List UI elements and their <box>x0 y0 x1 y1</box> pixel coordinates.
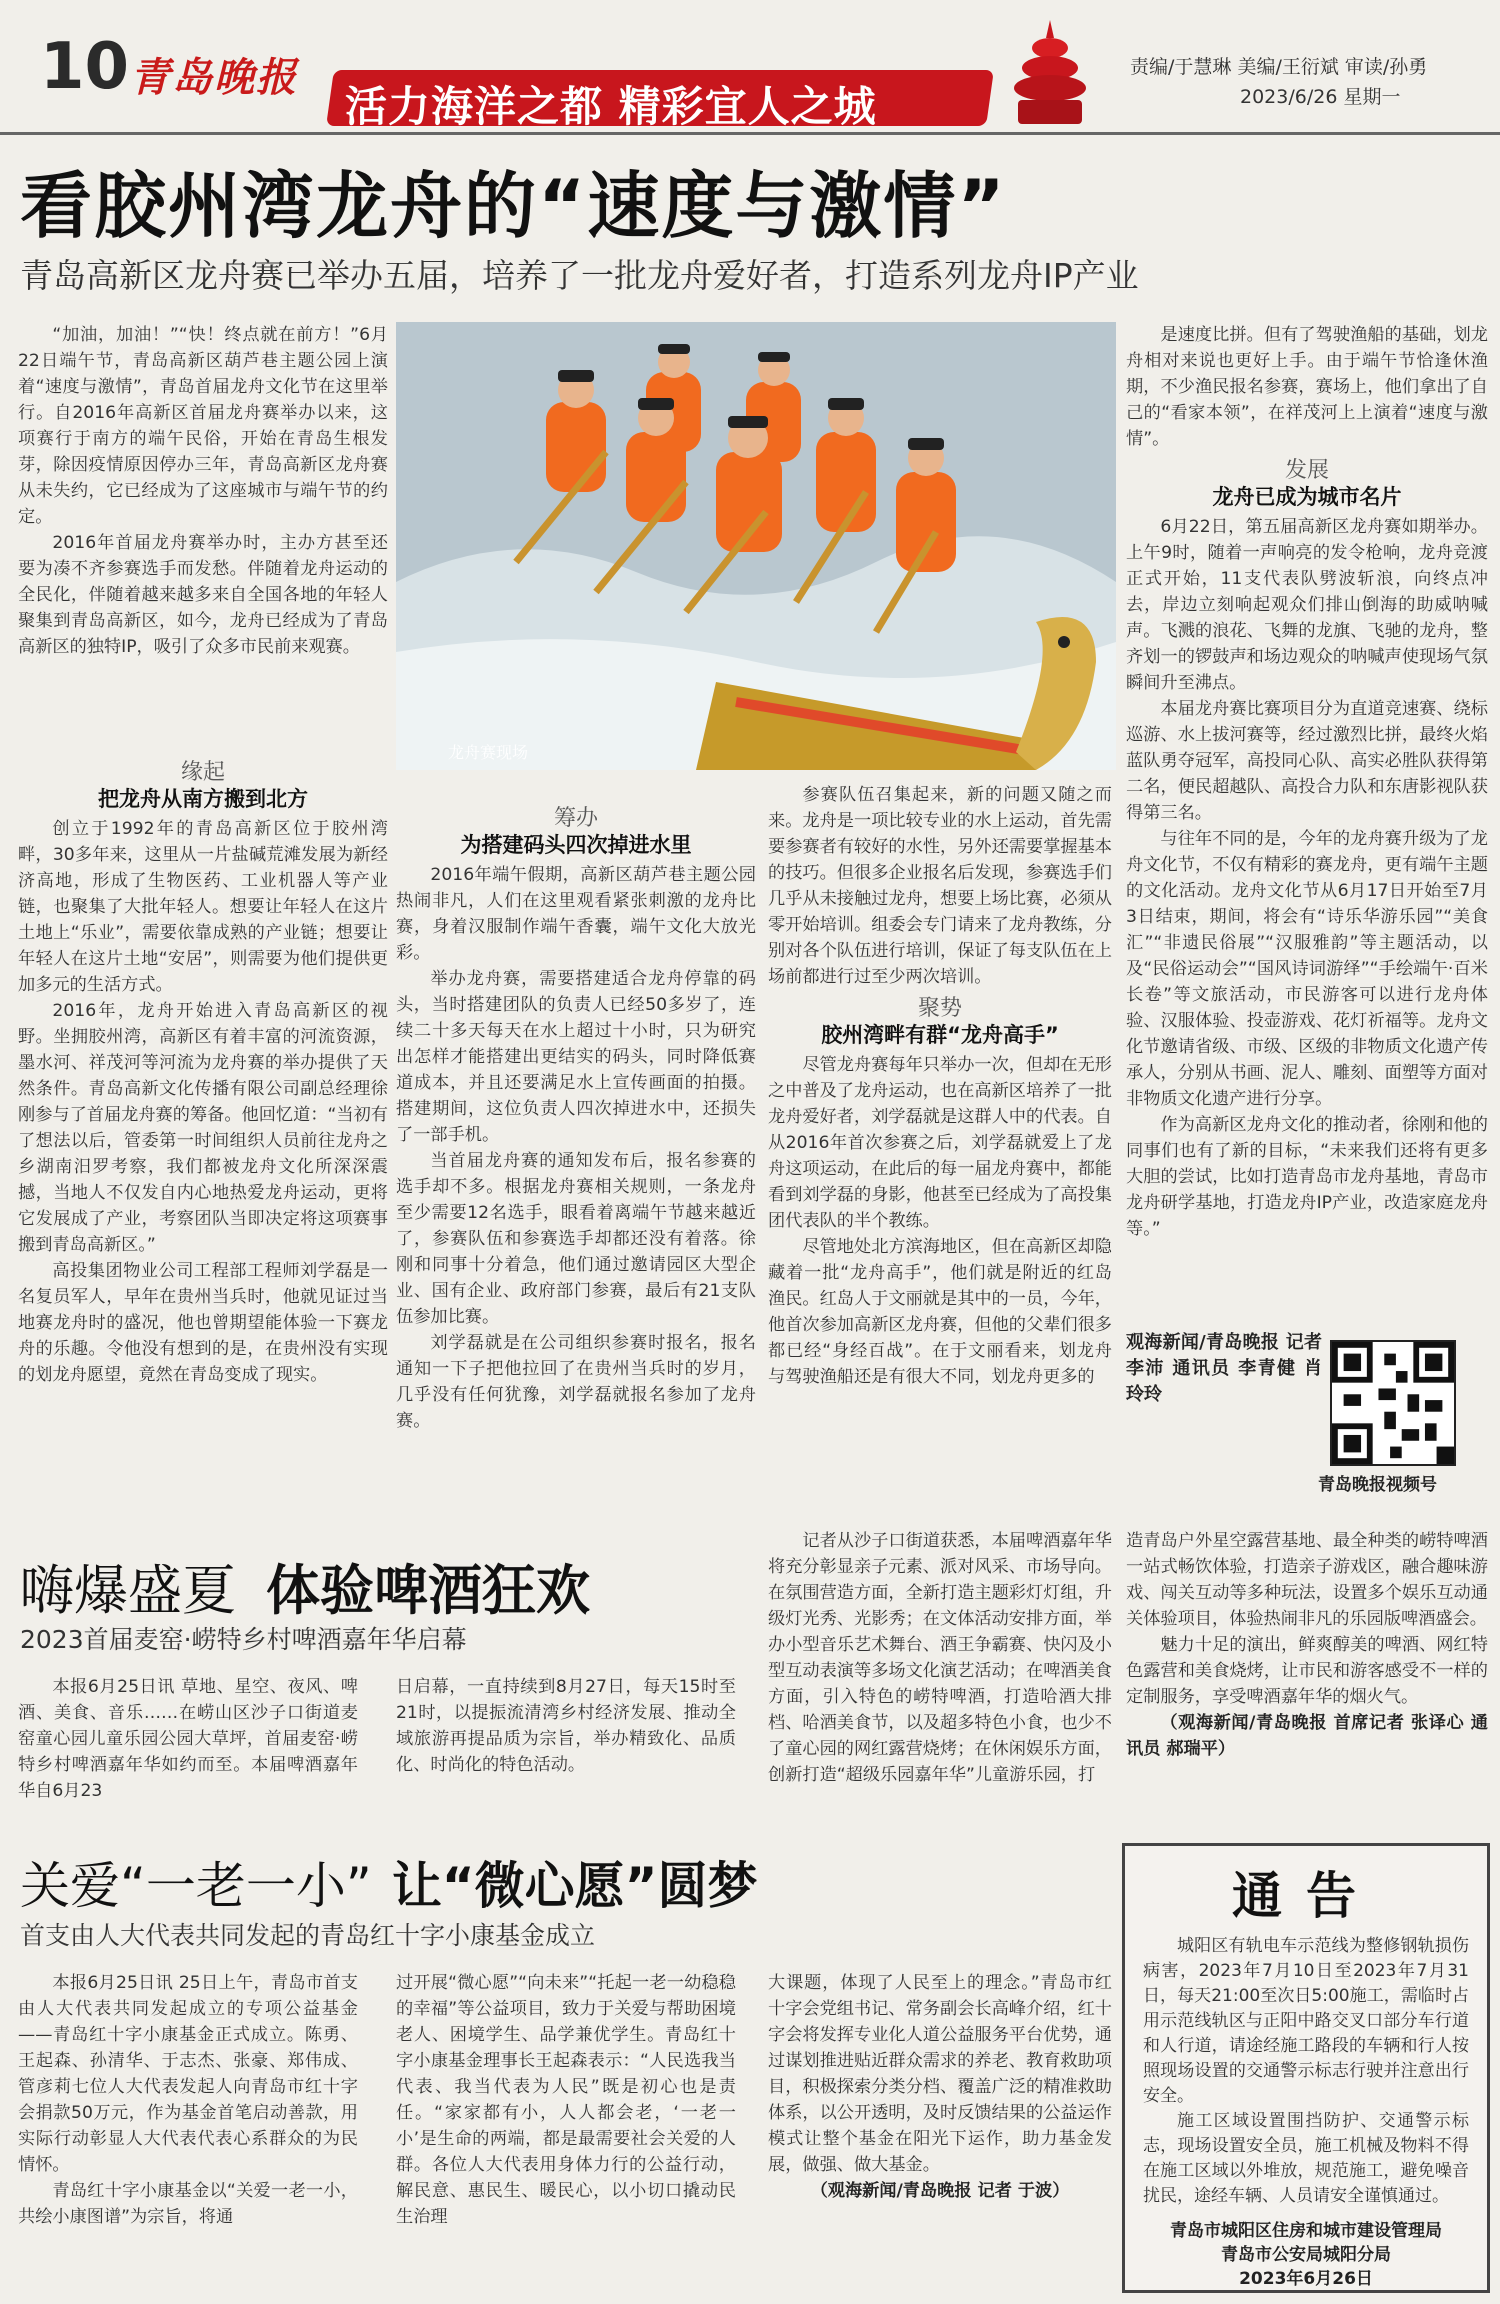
intro-paragraph: 2016年首届龙舟赛举办时，主办方甚至还要为凑不齐参赛选手而发愁。伴随着龙舟运动的全民化，伴随着越来越多来自全国各地的年轻人聚集到青岛高新区，如今，龙舟已经成为了青岛高新区的独特IP，吸引了众多市民前来观赛。 <box>18 533 388 657</box>
notice-date: 2023年6月26日 <box>1239 2269 1373 2289</box>
article2-headline <box>20 1548 590 1625</box>
paragraph: 创立于1992年的青岛高新区位于胶州湾畔，30多年来，这里从一片盐碱荒滩发展为新经济高地，形成了生物医药、工业机器人等产业链，也聚集了大批年轻人。想要让年轻人在这片土地上“乐业”，需要依靠成熟的产业链；想要让年轻人在这片土地“安居”，则需要为他们提供更加多元的生活方式。 <box>18 819 388 995</box>
newspaper-logo: 青岛晚报 <box>130 54 298 101</box>
paragraph: 青岛红十字小康基金以“关爱一老一小，共绘小康图谱”为宗旨，将通 <box>18 2181 358 2227</box>
section-kicker: 发展 <box>1284 458 1329 483</box>
article3-subheadline: 首支由人大代表共同发起的青岛红十字小康基金成立 <box>20 1921 596 1950</box>
article3-col2 <box>396 1970 736 2296</box>
section-title: 为搭建码头四次掉进水里 <box>460 833 692 857</box>
paragraph: 参赛队伍召集起来，新的问题又随之而来。龙舟是一项比较专业的水上运动，首先需要参赛者有较好的水性，另外还需要掌握基本的技巧。但很多企业报名后发现，参赛选手们几乎从未接触过龙舟，想要上场比赛，必须从零开始培训。组委会专门请来了龙舟教练，分别对各个队伍进行培训，保证了每支队伍在上场前都进行过至少两次培训。 <box>768 785 1112 987</box>
section-kicker: 聚势 <box>917 996 962 1021</box>
paragraph: 本报6月25日讯 草地、星空、夜风、啤酒、美食、音乐……在崂山区沙子口街道麦窑童心园儿童乐园公园大草坪，首届麦窑·崂特乡村啤酒嘉年华如约而至。本届啤酒嘉年华自6月23 <box>18 1677 358 1801</box>
paragraph: 造青岛户外星空露营基地、最全种类的崂特啤酒一站式畅饮体验，打造亲子游戏区，融合趣味游戏、闯关互动等多种玩法，设置多个娱乐互动通关体验项目，体验热闹非凡的乐园版啤酒盛会。 <box>1126 1531 1488 1629</box>
page-number: 10 <box>40 30 130 104</box>
article3-byline: （观海新闻/青岛晚报 记者 于波） <box>810 2181 1070 2201</box>
paragraph: 作为高新区龙舟文化的推动者，徐刚和他的同事们也有了新的目标，“未来我们还将有更多大胆的尝试，比如打造青岛市龙舟基地，青岛市龙舟研学基地，打造龙舟IP产业，改造家庭龙舟等。” <box>1126 1115 1488 1239</box>
paragraph: 举办龙舟赛，需要搭建适合龙舟停靠的码头，当时搭建团队的负责人已经50多岁了，连续二十多天每天在水上超过十小时，只为研究出怎样才能搭建出更结实的码头，同时降低赛道成本，并且还要满足水上宣传画面的拍摄。搭建期间，这位负责人四次掉进水中，还损失了一部手机。 <box>396 969 756 1145</box>
section-kicker: 缘起 <box>180 760 225 785</box>
section-title: 胶州湾畔有群“龙舟高手” <box>821 1023 1059 1047</box>
article1-section-origin <box>18 754 388 1534</box>
article1-subheadline: 青岛高新区龙舟赛已举办五届，培养了一批龙舟爱好者，打造系列龙舟IP产业 <box>20 256 1139 295</box>
article1-section-gather <box>768 782 1112 1534</box>
headline-bold: 让“微心愿”圆梦 <box>391 1857 758 1915</box>
headline-light: 关爱“一老一小” <box>20 1857 372 1915</box>
notice-paragraph: 施工区域设置围挡防护、交通警示标志，现场设置安全员，施工机械及物料不得在施工区域以外堆放，规范施工，避免噪音扰民，途经车辆、人员请安全谨慎通过。 <box>1143 2111 1469 2206</box>
paragraph: 2016年，龙舟开始进入青岛高新区的视野。坐拥胶州湾，高新区有着丰富的河流资源，墨水河、祥茂河等河流为龙舟赛的举办提供了天然条件。青岛高新文化传播有限公司副总经理徐刚参与了首届龙舟赛的筹备。他回忆道：“当初有了想法以后，管委第一时间组织人员前往龙舟之乡湖南汨罗考察，我们都被龙舟文化所深深震撼，当地人不仅发自内心地热爱龙舟运动，更将它发展成了产业，考察团队当即决定将这项赛事搬到青岛高新区。” <box>18 1001 388 1255</box>
article2-byline: （观海新闻/青岛晚报 首席记者 张译心 通讯员 郝瑞平） <box>1126 1713 1488 1759</box>
paragraph: 当首届龙舟赛的通知发布后，报名参赛的选手却不多。根据龙舟赛相关规则，一条龙舟至少需要12名选手，眼看着离端午节越来越近了，参赛队伍和参赛选手却都还没有着落。徐刚和同事十分着急，他们通过邀请园区大型企业、国有企业、政府部门参赛，最后有21支队伍参加比赛。 <box>396 1151 756 1327</box>
editor-credits: 责编/于慧琳 美编/王衍斌 审读/孙勇 <box>1130 56 1428 78</box>
notice-paragraph: 城阳区有轨电车示范线为整修钢轨损伤病害，2023年7月10日至2023年7月31日，每天21:00至次日5:00施工，需临时占用示范线轨区与正阳中路交叉口部分车行道和人行道，请途经施工路段的车辆和行人按照现场设置的交通警示标志行驶并注意出行安全。 <box>1143 1936 1469 2106</box>
article2-col3 <box>768 1528 1112 1824</box>
paragraph: 刘学磊就是在公司组织参赛时报名，报名通知一下子把他拉回了在贵州当兵时的岁月，几乎没有任何犹豫，刘学磊就报名参加了龙舟赛。 <box>396 1333 756 1431</box>
article1-byline: 观海新闻/青岛晚报 记者 李沛 通讯员 李青健 肖玲玲 <box>1126 1332 1322 1405</box>
article2-col1 <box>18 1674 358 1824</box>
paragraph: 6月22日，第五届高新区龙舟赛如期举办。上午9时，随着一声响亮的发令枪响，龙舟竞渡正式开始，11支代表队劈波斩浪，向终点冲去，岸边立刻响起观众们排山倒海的助威呐喊声。飞溅的浪花、飞舞的龙旗、飞驰的龙舟，整齐划一的锣鼓声和场边观众的呐喊声使现场气氛瞬间升至沸点。 <box>1126 517 1488 693</box>
header-rule <box>0 132 1500 135</box>
section-title: 把龙舟从南方搬到北方 <box>98 787 308 811</box>
paragraph: 过开展“微心愿”“向未来”“托起一老一幼稳稳的幸福”等公益项目，致力于关爱与帮助困境老人、困境学生、品学兼优学生。青岛红十字小康基金理事长王起森表示：“人民选我当代表、我当代表为人民”既是初心也是责任。“家家都有小，人人都会老，‘一老一小’是生命的两端，都是最需要社会关爱的人群。各位人大代表用身体力行的公益行动，解民意、惠民生、暖民心，以小切口撬动民生治理 <box>396 1973 736 2227</box>
article2-col2 <box>396 1674 736 1824</box>
paragraph: 2016年端午假期，高新区葫芦巷主题公园热闹非凡，人们在这里观看紧张刺激的龙舟比赛，身着汉服制作端午香囊，端午文化大放光彩。 <box>396 865 756 963</box>
public-notice-box <box>1122 1843 1490 2293</box>
article1-intro <box>18 322 388 752</box>
dragon-boat-photo <box>396 322 1116 770</box>
issue-date: 2023/6/26 星期一 <box>1240 86 1401 108</box>
intro-paragraph: “加油，加油！”“快！终点就在前方！”6月22日端午节，青岛高新区葫芦巷主题公园上演着“速度与激情”，青岛首届龙舟文化节在这里举行。自2016年高新区首届龙舟赛举办以来，这项赛行于南方的端午民俗，开始在青岛生根发芽，除因疫情原因停办三年，青岛高新区龙舟赛从未失约，它已经成为了这座城市与端午节的约定。 <box>18 325 388 527</box>
paragraph: 高投集团物业公司工程部工程师刘学磊是一名复员军人，早年在贵州当兵时，他就见证过当地赛龙舟时的盛况，他也曾期望能体验一下赛龙舟的乐趣。令他没有想到的是，在贵州没有实现的划龙舟愿望，竟然在青岛变成了现实。 <box>18 1261 388 1385</box>
notice-title: 通告 <box>1232 1867 1380 1925</box>
headline-bold: 体验啤酒狂欢 <box>266 1559 590 1622</box>
article1-section-develop <box>1126 322 1488 1322</box>
notice-signer: 青岛市城阳区住房和城市建设管理局 <box>1170 2221 1442 2241</box>
paragraph: 魅力十足的演出，鲜爽醇美的啤酒、网红特色露营和美食烧烤，让市民和游客感受不一样的定制服务，享受啤酒嘉年华的烟火气。 <box>1126 1635 1488 1707</box>
section-title: 龙舟已成为城市名片 <box>1212 485 1402 509</box>
article3-col3 <box>768 1970 1112 2296</box>
qr-code-icon <box>1330 1340 1456 1466</box>
photo-caption: 龙舟赛现场 <box>448 743 529 762</box>
article3-col1 <box>18 1970 358 2296</box>
paragraph: 日启幕，一直持续到8月27日，每天15时至21时，以提振流清湾乡村经济发展、推动全域旅游再提品质为宗旨，举办精致化、品质化、时尚化的特色活动。 <box>396 1677 736 1775</box>
notice-signer: 青岛市公安局城阳分局 <box>1221 2245 1391 2265</box>
paragraph: 大课题，体现了人民至上的理念。”青岛市红十字会党组书记、常务副会长高峰介绍，红十字会将发挥专业化人道公益服务平台优势，通过谋划推进贴近群众需求的养老、教育救助项目，积极探索分类分档、覆盖广泛的精准救助体系，以公开透明，及时反馈结果的公益运作模式让整个基金在阳光下运作，助力基金发展，做强、做大基金。 <box>768 1973 1112 2175</box>
article2-subheadline: 2023首届麦窑·崂特乡村啤酒嘉年华启幕 <box>20 1625 467 1654</box>
paragraph: 尽管地处北方滨海地区，但在高新区却隐藏着一批“龙舟高手”，他们就是附近的红岛渔民。红岛人于文丽就是其中的一员，今年，他首次参加高新区龙舟赛，但他的父辈们很多都已经“身经百战”。在于文丽看来，划龙舟与驾驶渔船还是有很大不同，划龙舟更多的 <box>768 1237 1112 1387</box>
article2-col4 <box>1126 1528 1488 1828</box>
paragraph: 与往年不同的是，今年的龙舟赛升级为了龙舟文化节，不仅有精彩的赛龙舟，更有端午主题的文化活动。龙舟文化节从6月17日开始至7月3日结束，期间，将会有“诗乐华游乐园”“美食汇”“非遗民俗展”“汉服雅韵”等主题活动，以及“民俗运动会”“国风诗词游绎”“手绘端午·百米长卷”等文旅活动，市民游客可以进行龙舟体验、汉服体验、投壶游戏、花灯祈福等。龙舟文化节邀请省级、市级、区级的非物质文化遗产传承人，分别从书画、泥人、雕刻、面塑等方面对非物质文化遗产进行分享。 <box>1126 829 1488 1109</box>
article1-headline: 看胶州湾龙舟的“速度与激情” <box>20 164 1007 248</box>
notice-body <box>1125 1928 1487 2215</box>
slogan-banner: 活力海洋之都 精彩宜人之城 <box>345 82 877 131</box>
paragraph: 本届龙舟赛比赛项目分为直道竞速赛、绕标巡游、水上拔河赛等，经过激烈比拼，最终火焰蓝队勇夺冠军，高投同心队、高实必胜队获得第二名，便民超越队、高投合力队和东唐影视队获得第三名。 <box>1126 699 1488 823</box>
paragraph: 是速度比拼。但有了驾驶渔船的基础，划龙舟相对来说也更好上手。由于端午节恰逢休渔期，不少渔民报名参赛，赛场上，他们拿出了自己的“看家本领”，在祥茂河上上演着“速度与激情”。 <box>1126 325 1488 449</box>
qr-caption: 青岛晚报视频号 <box>1318 1475 1437 1495</box>
paragraph: 记者从沙子口街道获悉，本届啤酒嘉年华将充分彰显亲子元素、派对风采、市场导向。在氛围营造方面，全新打造主题彩灯灯组，升级灯光秀、光影秀；在文体活动安排方面，举办小型音乐艺术舞台、酒王争霸赛、快闪及小型互动表演等多场文化演艺活动；在啤酒美食方面，引入特色的崂特啤酒，打造哈酒大排档、哈酒美食节，以及超多特色小食，也少不了童心园的网红露营烧烤；在休闲娱乐方面，创新打造“超级乐园嘉年华”儿童游乐园，打 <box>768 1531 1112 1785</box>
paragraph: 本报6月25日讯 25日上午，青岛市首支由人大代表共同发起成立的专项公益基金——青岛红十字小康基金正式成立。陈勇、王起森、孙清华、于志杰、张豪、郑伟成、管彦莉七位人大代表发起人向青岛市红十字会捐款50万元，作为基金首笔启动善款，用实际行动彰显人大代表代表心系群众的为民情怀。 <box>18 1973 358 2175</box>
tower-icon <box>1010 18 1090 128</box>
paragraph: 尽管龙舟赛每年只举办一次，但却在无形之中普及了龙舟运动，也在高新区培养了一批龙舟爱好者，刘学磊就是这群人中的代表。自从2016年首次参赛之后，刘学磊就爱上了龙舟这项运动，在此后的每一届龙舟赛中，都能看到刘学磊的身影，他甚至已经成为了高投集团代表队的半个教练。 <box>768 1055 1112 1231</box>
article1-section-prep <box>396 800 756 1534</box>
headline-light: 嗨爆盛夏 <box>20 1559 236 1622</box>
section-kicker: 筹办 <box>553 806 598 831</box>
article3-headline <box>20 1846 758 1918</box>
notice-signers <box>1125 2219 1487 2291</box>
